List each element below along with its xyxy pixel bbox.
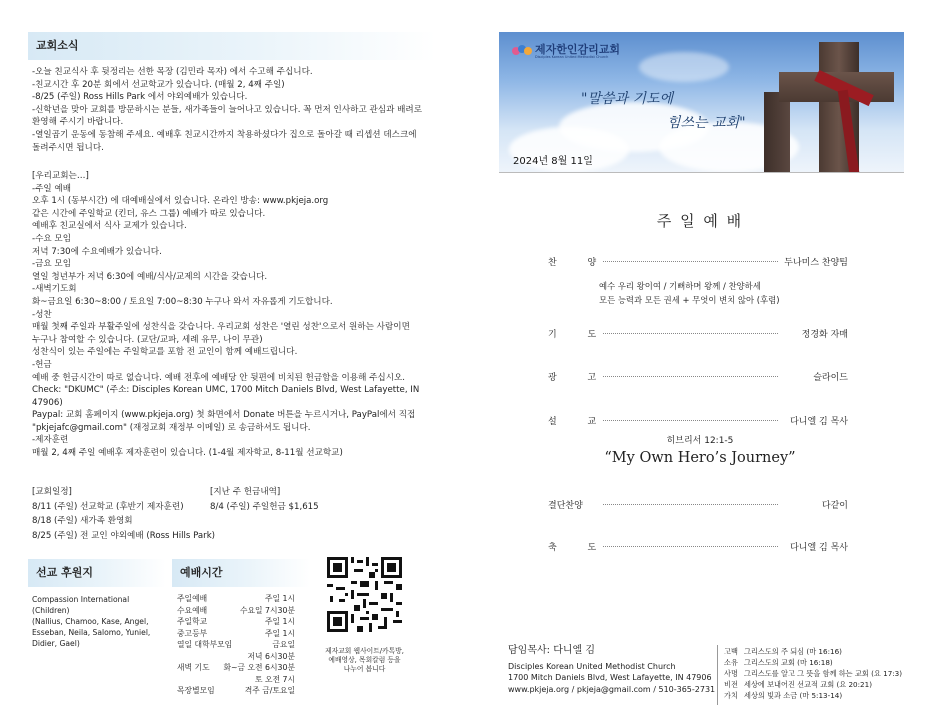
gathering-line: -새벽기도회 — [32, 284, 77, 295]
news-line: 환영해 주시기 바랍니다. — [32, 117, 124, 128]
time-row — [177, 605, 295, 617]
schedule-line: 8/11 (주일) 선교학교 (후반기 제자훈련) — [32, 501, 184, 512]
order-value: 슬라이드 — [813, 373, 848, 383]
value-key: 고백 — [724, 647, 738, 656]
value-row — [724, 668, 902, 679]
qr-caption-line: 나누어 봅니다 — [343, 665, 386, 673]
gathering-line: 열일 청년부가 저녁 6:30에 예배/식사/교제의 시간을 갖습니다. — [32, 271, 268, 282]
time-value: 저녁 6시30분 — [247, 651, 295, 661]
missions-banner — [28, 559, 166, 587]
news-line: 돌려주시면 됩니다. — [32, 142, 104, 153]
date-underline — [499, 172, 904, 173]
order-label: 찬 양 — [548, 258, 611, 268]
times-banner — [172, 559, 310, 587]
church-name: Disciples Korean United Methodist Church — [508, 661, 676, 671]
gathering-line: -금요 모임 — [32, 259, 72, 270]
qr-caption — [312, 647, 417, 674]
gathering-line: 매월 2, 4째 주일 예배후 제자훈련이 있습니다. (1-4월 제자학교, 8-11월 선교학교) — [32, 448, 343, 459]
slogan-line-1: "말씀과 기도에 — [581, 91, 674, 107]
gathering-line: 예배 중 헌금시간이 따로 없습니다. 예배 전후에 예배당 안 뒷편에 비치된 헌금함을 이용해 주십시오. — [32, 372, 406, 383]
footer-left — [508, 645, 715, 695]
news-title: 교회소식 — [36, 39, 79, 52]
order-value: 다니엘 김 목사 — [790, 543, 848, 553]
time-row — [177, 651, 295, 663]
sermon-title: “My Own Hero’s Journey” — [604, 450, 796, 466]
schedule-line: 8/18 (주일) 새가족 환영회 — [32, 516, 133, 527]
time-row — [177, 662, 295, 674]
missions-list — [32, 594, 167, 649]
song-list — [599, 279, 779, 307]
time-row — [177, 674, 295, 686]
value-row — [724, 646, 902, 657]
gathering-line: 예배후 친교실에서 식사 교제가 있습니다. — [32, 221, 187, 232]
service-title: 주 일 예 배 — [656, 212, 744, 230]
gathering-line: [우리교회는…] — [32, 171, 89, 181]
order-label: 광 고 — [548, 373, 611, 383]
gathering-line: -주일 예배 — [32, 183, 72, 194]
logo-subtext: Disciples Korean United Methodist Church — [535, 55, 609, 59]
gathering-line: 화~금요일 6:30~8:00 / 토요일 7:00~8:30 누구나 와서 자유롭게 기도합니다. — [32, 296, 333, 307]
value-text: 그리스도를 알고 그 뜻을 함께 하는 교회 (요 17:3) — [744, 669, 903, 678]
qr-code[interactable] — [327, 557, 402, 632]
order-label: 결단찬양 — [548, 501, 583, 511]
qr-caption-line: 제자교회 웹사이트/카톡방, — [325, 647, 404, 655]
song-line: 예수 우리 왕이여 / 기뻐하며 왕께 / 찬양하세 — [599, 281, 761, 291]
time-value: 수요일 7시30분 — [239, 605, 295, 615]
news-list — [32, 66, 442, 154]
church-address: 1700 Mitch Daniels Blvd, West Lafayette, IN 47906 — [508, 673, 712, 682]
gathering-line: -제자훈련 — [32, 435, 69, 446]
gathering-line: 저녁 7:30에 수요예배가 있습니다. — [32, 246, 162, 257]
mission-line: Compassion International — [32, 595, 130, 604]
value-row — [724, 679, 902, 690]
gathering-line: 오후 1시 (동부시간) 에 대예배실에서 있습니다. 온라인 방송: www.pkjeja.org — [32, 196, 329, 207]
news-line: -오늘 친교식사 후 뒷정리는 선한 목장 (김민라 목자) 에서 수고해 주십니다. — [32, 67, 313, 77]
times-title: 예배시간 — [180, 566, 223, 579]
gathering-line: 매월 첫째 주일과 부활주일에 성찬식을 갖습니다. 우리교회 성찬은 '열린 성찬'으로서 원하는 사람이면 — [32, 322, 410, 333]
hero-image — [499, 32, 904, 172]
time-name: 목장별모임 — [177, 686, 215, 695]
time-value: 주일 1시 — [264, 617, 295, 626]
order-value: 정경화 자매 — [801, 330, 848, 340]
offering-report — [210, 486, 410, 513]
time-value: 주일 1시 — [264, 628, 295, 638]
time-value: 금요일 — [272, 640, 295, 649]
scripture: 히브리서 12:1-5 — [666, 436, 734, 446]
time-row — [177, 628, 295, 640]
schedule-title: [교회일정] — [32, 487, 72, 497]
time-name: 열일 대학부모임 — [177, 640, 233, 649]
news-line: -열일곱기 운동에 동참해 주세요. 예배후 친교시간까지 착용하셨다가 집으로 돌아갈 때 리셉션 데스크에 — [32, 129, 417, 140]
value-key: 소유 — [724, 658, 738, 667]
gathering-line: -헌금 — [32, 359, 52, 370]
value-text: 그리스도의 교회 (마 16:18) — [744, 658, 833, 667]
value-key: 사명 — [724, 669, 738, 678]
time-value: 주일 1시 — [264, 594, 295, 603]
time-name: 새벽 기도 — [177, 663, 210, 672]
value-text: 세상에 보내어진 선교적 교회 (요 20:21) — [744, 680, 873, 689]
gathering-line: Check: "DKUMC" (주소: Disciples Korean UMC, 1700 Mitch Daniels Blvd, West Lafayette, IN — [32, 385, 420, 396]
order-value: 다니엘 김 목사 — [790, 417, 848, 427]
offering-title: [지난 주 헌금내역] — [210, 487, 281, 497]
slogan-line-2: 힘쓰는 교회" — [667, 115, 746, 131]
value-text: 세상의 빛과 소금 (마 5:13-14) — [744, 691, 843, 700]
gathering-line: -수요 모임 — [32, 233, 72, 244]
logo-text: 제자한인감리교회 — [535, 43, 621, 56]
song-line: 모든 능력과 모든 권세 + 무엇이 변치 않아 (후렴) — [599, 295, 780, 305]
gathering-line: 47906) — [32, 397, 63, 408]
time-name: 중고등부 — [177, 628, 208, 638]
gathering-line: 성찬식이 있는 주일에는 주일학교를 포함 전 교인이 함께 예배드립니다. — [32, 347, 298, 358]
offering-line: 8/4 (주일) 주일헌금 $1,615 — [210, 501, 319, 512]
news-banner — [28, 32, 436, 60]
qr-caption-line: 예배영상, 목회칼럼 등을 — [328, 656, 401, 664]
time-value: 격주 금/토요일 — [244, 686, 295, 695]
gathering-line: "pkjejafc@gmail.com" (재정교회 재정부 이메일) 로 송금하셔도 됩니다. — [32, 422, 311, 433]
value-text: 그리스도의 주 되심 (마 16:16) — [744, 647, 842, 656]
time-row — [177, 639, 295, 651]
dove-logo-icon — [511, 43, 533, 57]
order-label: 설 교 — [548, 417, 611, 427]
time-name: 주일예배 — [177, 594, 208, 603]
time-value: 토 오전 7시 — [254, 674, 295, 684]
gathering-line: Paypal: 교회 홈페이지 (www.pkjeja.org) 첫 화면에서 Donate 버튼을 누르시거나, PayPal에서 직접 — [32, 410, 416, 421]
news-line: -신학년을 맞아 교회를 방문하시는 분들, 새가족들이 늘어나고 있습니다. 꼭 먼저 인사하고 관심과 배려로 — [32, 104, 423, 115]
missions-title: 선교 후원지 — [36, 566, 93, 579]
gatherings-list — [32, 170, 442, 460]
order-value: 다같이 — [821, 501, 848, 511]
church-values — [724, 646, 902, 701]
mission-line: Esseban, Neila, Salomo, Yuniel, — [32, 628, 151, 637]
gathering-line: 같은 시간에 주일학교 (킨더, 유스 그룹) 예배가 따로 있습니다. — [32, 208, 266, 219]
time-value: 화~금 오전 6시30분 — [223, 663, 295, 672]
value-key: 가치 — [724, 691, 738, 700]
church-schedule — [32, 486, 216, 542]
order-label: 기 도 — [548, 330, 611, 340]
church-logo — [511, 42, 621, 61]
pastor-name: 담임목사: 다니엘 김 — [508, 645, 596, 656]
value-row — [724, 657, 902, 668]
gathering-line: 누구나 참여할 수 있습니다. (교단/교파, 세례 유무, 나이 무관) — [32, 334, 263, 345]
time-row — [177, 593, 295, 605]
worship-times — [177, 593, 295, 697]
bulletin-date: 2024년 8월 11일 — [513, 156, 593, 167]
gathering-line: -성찬 — [32, 309, 52, 320]
footer-divider — [717, 645, 718, 705]
time-name: 주일학교 — [177, 617, 208, 626]
value-row — [724, 690, 902, 701]
news-line: -8/25 (주일) Ross Hills Park 에서 야외예배가 있습니다. — [32, 92, 248, 103]
mission-line: (Children) — [32, 606, 70, 615]
church-contact: www.pkjeja.org / pkjeja@gmail.com / 510-365-2731 — [508, 684, 716, 694]
order-label: 축 도 — [548, 543, 611, 553]
time-row — [177, 685, 295, 697]
time-name: 수요예배 — [177, 605, 208, 615]
time-row — [177, 616, 295, 628]
mission-line: (Nallius, Chamoo, Kase, Angel, — [32, 617, 149, 626]
order-value: 두나미스 찬양팀 — [784, 258, 848, 268]
schedule-line: 8/25 (주일) 전 교인 야외예배 (Ross Hills Park) — [32, 530, 216, 541]
news-line: -친교시간 후 20분 회에서 선교학교가 있습니다. (매월 2, 4째 주일) — [32, 79, 285, 90]
mission-line: Didier, Gael) — [32, 639, 80, 648]
value-key: 비전 — [724, 680, 738, 689]
